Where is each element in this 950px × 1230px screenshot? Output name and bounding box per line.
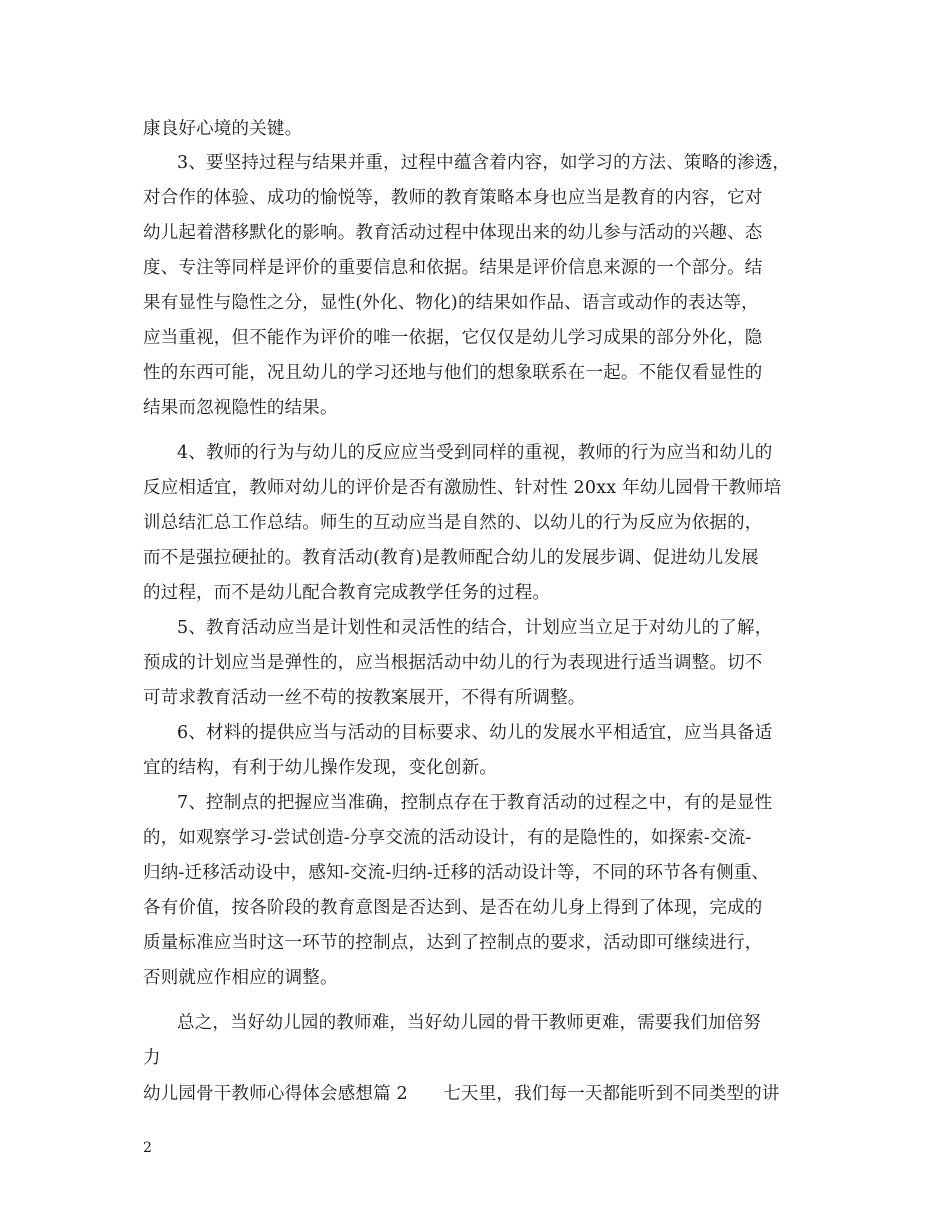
text-line: 结果而忽视隐性的结果。 [143, 398, 338, 418]
text-line: 6、材料的提供应当与活动的目标要求、幼儿的发展水平相适宜，应当具备适 [177, 723, 773, 743]
text-line: 3、要坚持过程与结果并重，过程中蕴含着内容，如学习的方法、策略的渗透， [177, 153, 791, 173]
text-line: 幼儿园骨干教师心得体会感想篇 2 七天里，我们每一天都能听到不同类型的讲 [143, 1084, 780, 1104]
text-line: 训总结汇总工作总结。师生的互动应当是自然的、以幼儿的行为反应为依据的， [143, 513, 763, 533]
text-line: 反应相适宜，教师对幼儿的评价是否有激励性、针对性 20xx 年幼儿园骨干教师培 [143, 478, 782, 498]
text-line: 4、教师的行为与幼儿的反应应当受到同样的重视，教师的行为应当和幼儿的 [177, 443, 773, 463]
text-line: 5、教育活动应当是计划性和灵活性的结合，计划应当立足于对幼儿的了解， [177, 618, 773, 638]
text-line: 幼儿起着潜移默化的影响。教育活动过程中体现出来的幼儿参与活动的兴趣、态 [143, 223, 763, 243]
text-line: 性的东西可能，况且幼儿的学习还地与他们的想象联系在一起。不能仅看显性的 [143, 363, 763, 383]
text-line: 的过程，而不是幼儿配合教育完成教学任务的过程。 [143, 583, 551, 603]
text-line: 归纳-迁移活动设中，感知-交流-归纳-迁移的活动设计等，不同的环节各有侧重、 [143, 863, 770, 883]
text-line: 力 [143, 1048, 161, 1068]
text-line: 质量标准应当时这一环节的控制点，达到了控制点的要求，活动即可继续进行， [143, 933, 763, 953]
text-line: 7、控制点的把握应当准确，控制点存在于教育活动的过程之中，有的是显性 [177, 793, 773, 813]
text-line: 康良好心境的关键。 [143, 119, 303, 139]
text-line: 宜的结构，有利于幼儿操作发现，变化创新。 [143, 758, 497, 778]
text-line: 总之，当好幼儿园的教师难，当好幼儿园的骨干教师更难，需要我们加倍努 [177, 1013, 762, 1033]
text-line: 而不是强拉硬扯的。教育活动(教育)是教师配合幼儿的发展步调、促进幼儿发展 [143, 548, 759, 568]
text-line: 可苛求教育活动一丝不苟的按教案展开，不得有所调整。 [143, 688, 586, 708]
text-line: 各有价值，按各阶段的教育意图是否达到、是否在幼儿身上得到了体现，完成的 [143, 898, 763, 918]
text-line: 度、专注等同样是评价的重要信息和依据。结果是评价信息来源的一个部分。结 [143, 258, 763, 278]
text-line: 应当重视，但不能作为评价的唯一依据，它仅仅是幼儿学习成果的部分外化，隐 [143, 328, 763, 348]
text-line: 对合作的体验、成功的愉悦等，教师的教育策略本身也应当是教育的内容，它对 [143, 188, 763, 208]
text-line: 否则就应作相应的调整。 [143, 968, 338, 988]
text-line: 预成的计划应当是弹性的，应当根据活动中幼儿的行为表现进行适当调整。切不 [143, 653, 763, 673]
text-line: 的，如观察学习-尝试创造-分享交流的活动设计，有的是隐性的，如探索-交流- [143, 828, 752, 848]
page-number: 2 [143, 1140, 152, 1156]
text-line: 果有显性与隐性之分，显性(外化、物化)的结果如作品、语言或动作的表达等， [143, 293, 759, 313]
